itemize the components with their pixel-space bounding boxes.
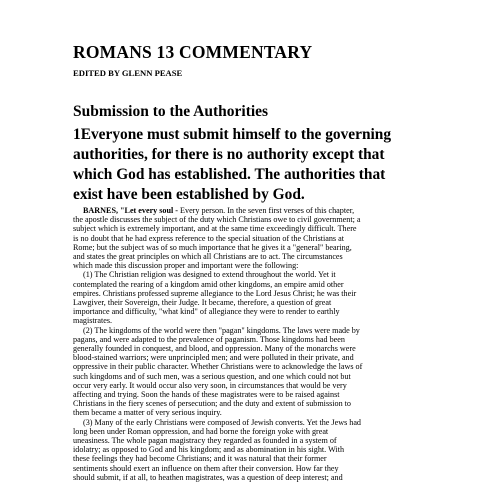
commentary-body	[73, 206, 438, 482]
commentary-text: Every person. In the seven first verses of this chapter,	[178, 206, 355, 215]
commentary-line: should submit, if at all, to heathen magistrates, was a question of deep interest; and	[73, 472, 343, 482]
commentary-line: long been under Roman oppression, and had borne the foreign yoke with great	[73, 426, 329, 436]
commentary-source: BARNES, "Let every soul -	[83, 206, 179, 215]
commentary-line: and states the great principles on which all Christians are to act. The circumstances	[73, 252, 343, 262]
commentary-line: contemplated the rearing of a kingdom amid other kingdoms, an empire amid other	[73, 279, 344, 289]
verse-line: exist have been established by God.	[73, 186, 305, 203]
commentary-line: such kingdoms and of such men, was a serious question, and one which could not but	[73, 371, 351, 381]
commentary-line: importance and difficulty, "what kind" of allegiance they were to render to earthly	[73, 307, 340, 317]
commentary-line: generally founded in conquest, and blood, and oppression. Many of the monarchs were	[73, 344, 356, 354]
section-heading: Submission to the Authorities	[73, 103, 269, 120]
document-title: ROMANS 13 COMMENTARY	[73, 42, 313, 62]
commentary-line: these feelings they had become Christians; and it was natural that their former	[73, 454, 327, 464]
editor-credit: EDITED BY GLENN PEASE	[73, 68, 183, 78]
commentary-line: empires. Christians professed supreme allegiance to the Lord Jesus Christ; he was their	[73, 288, 357, 298]
commentary-line: Rome; but the subject was of so much importance that he gives it a "general" bearing,	[73, 242, 352, 252]
commentary-line: Christians in the fiery scenes of persecution; and the duty and extent of submission to	[73, 399, 351, 409]
commentary-line: (2) The kingdoms of the world were then "pagan" kingdoms. The laws were made by	[83, 325, 360, 335]
commentary-line: magistrates.	[73, 316, 113, 326]
commentary-line	[73, 206, 438, 215]
commentary-line: (3) Many of the early Christians were composed of Jewish converts. Yet the Jews had	[83, 417, 361, 427]
commentary-line: sentiments should exert an influence on them after their conversion. How far they	[73, 463, 339, 473]
commentary-line: pagans, and were adapted to the prevalence of paganism. Those kingdoms had been	[73, 334, 345, 344]
commentary-line: affecting and trying. Soon the hands of these magistrates were to be raised against	[73, 390, 340, 400]
commentary-line: which made this discussion proper and important were the following:	[73, 261, 299, 271]
commentary-line: Lawgiver, their Sovereign, their Judge. It became, therefore, a question of great	[73, 298, 332, 308]
commentary-line: oppressive in their public character. Whether Christians were to acknowledge the laws of	[73, 362, 363, 372]
verse-text	[73, 125, 433, 205]
commentary-line: occur very early. It would occur also very soon, in circumstances that would be very	[73, 380, 347, 390]
commentary-line: subject which is extremely important, and at the same time exceedingly difficult. There	[73, 224, 357, 234]
commentary-line: is no doubt that he had express reference to the special situation of the Christians at	[73, 233, 344, 243]
commentary-line: uneasiness. The whole pagan magistracy they regarded as founded in a system of	[73, 436, 337, 446]
commentary-line: blood-stained warriors; were unprincipled men; and were polluted in their private, and	[73, 353, 354, 363]
verse-line: 1Everyone must submit himself to the governing	[73, 126, 392, 143]
verse-line: authorities, for there is no authority except that	[73, 146, 385, 163]
commentary-line: the apostle discusses the subject of the duty which Christians owe to civil government; a	[73, 215, 361, 225]
commentary-line: them became a matter of very serious inquiry.	[73, 408, 222, 418]
verse-line: which God has established. The authorities that	[73, 166, 386, 183]
commentary-line: (1) The Christian religion was designed to extend throughout the world. Yet it	[83, 270, 336, 280]
commentary-line: idolatry; as opposed to God and his kingdom; and as abomination in his sight. With	[73, 445, 345, 455]
